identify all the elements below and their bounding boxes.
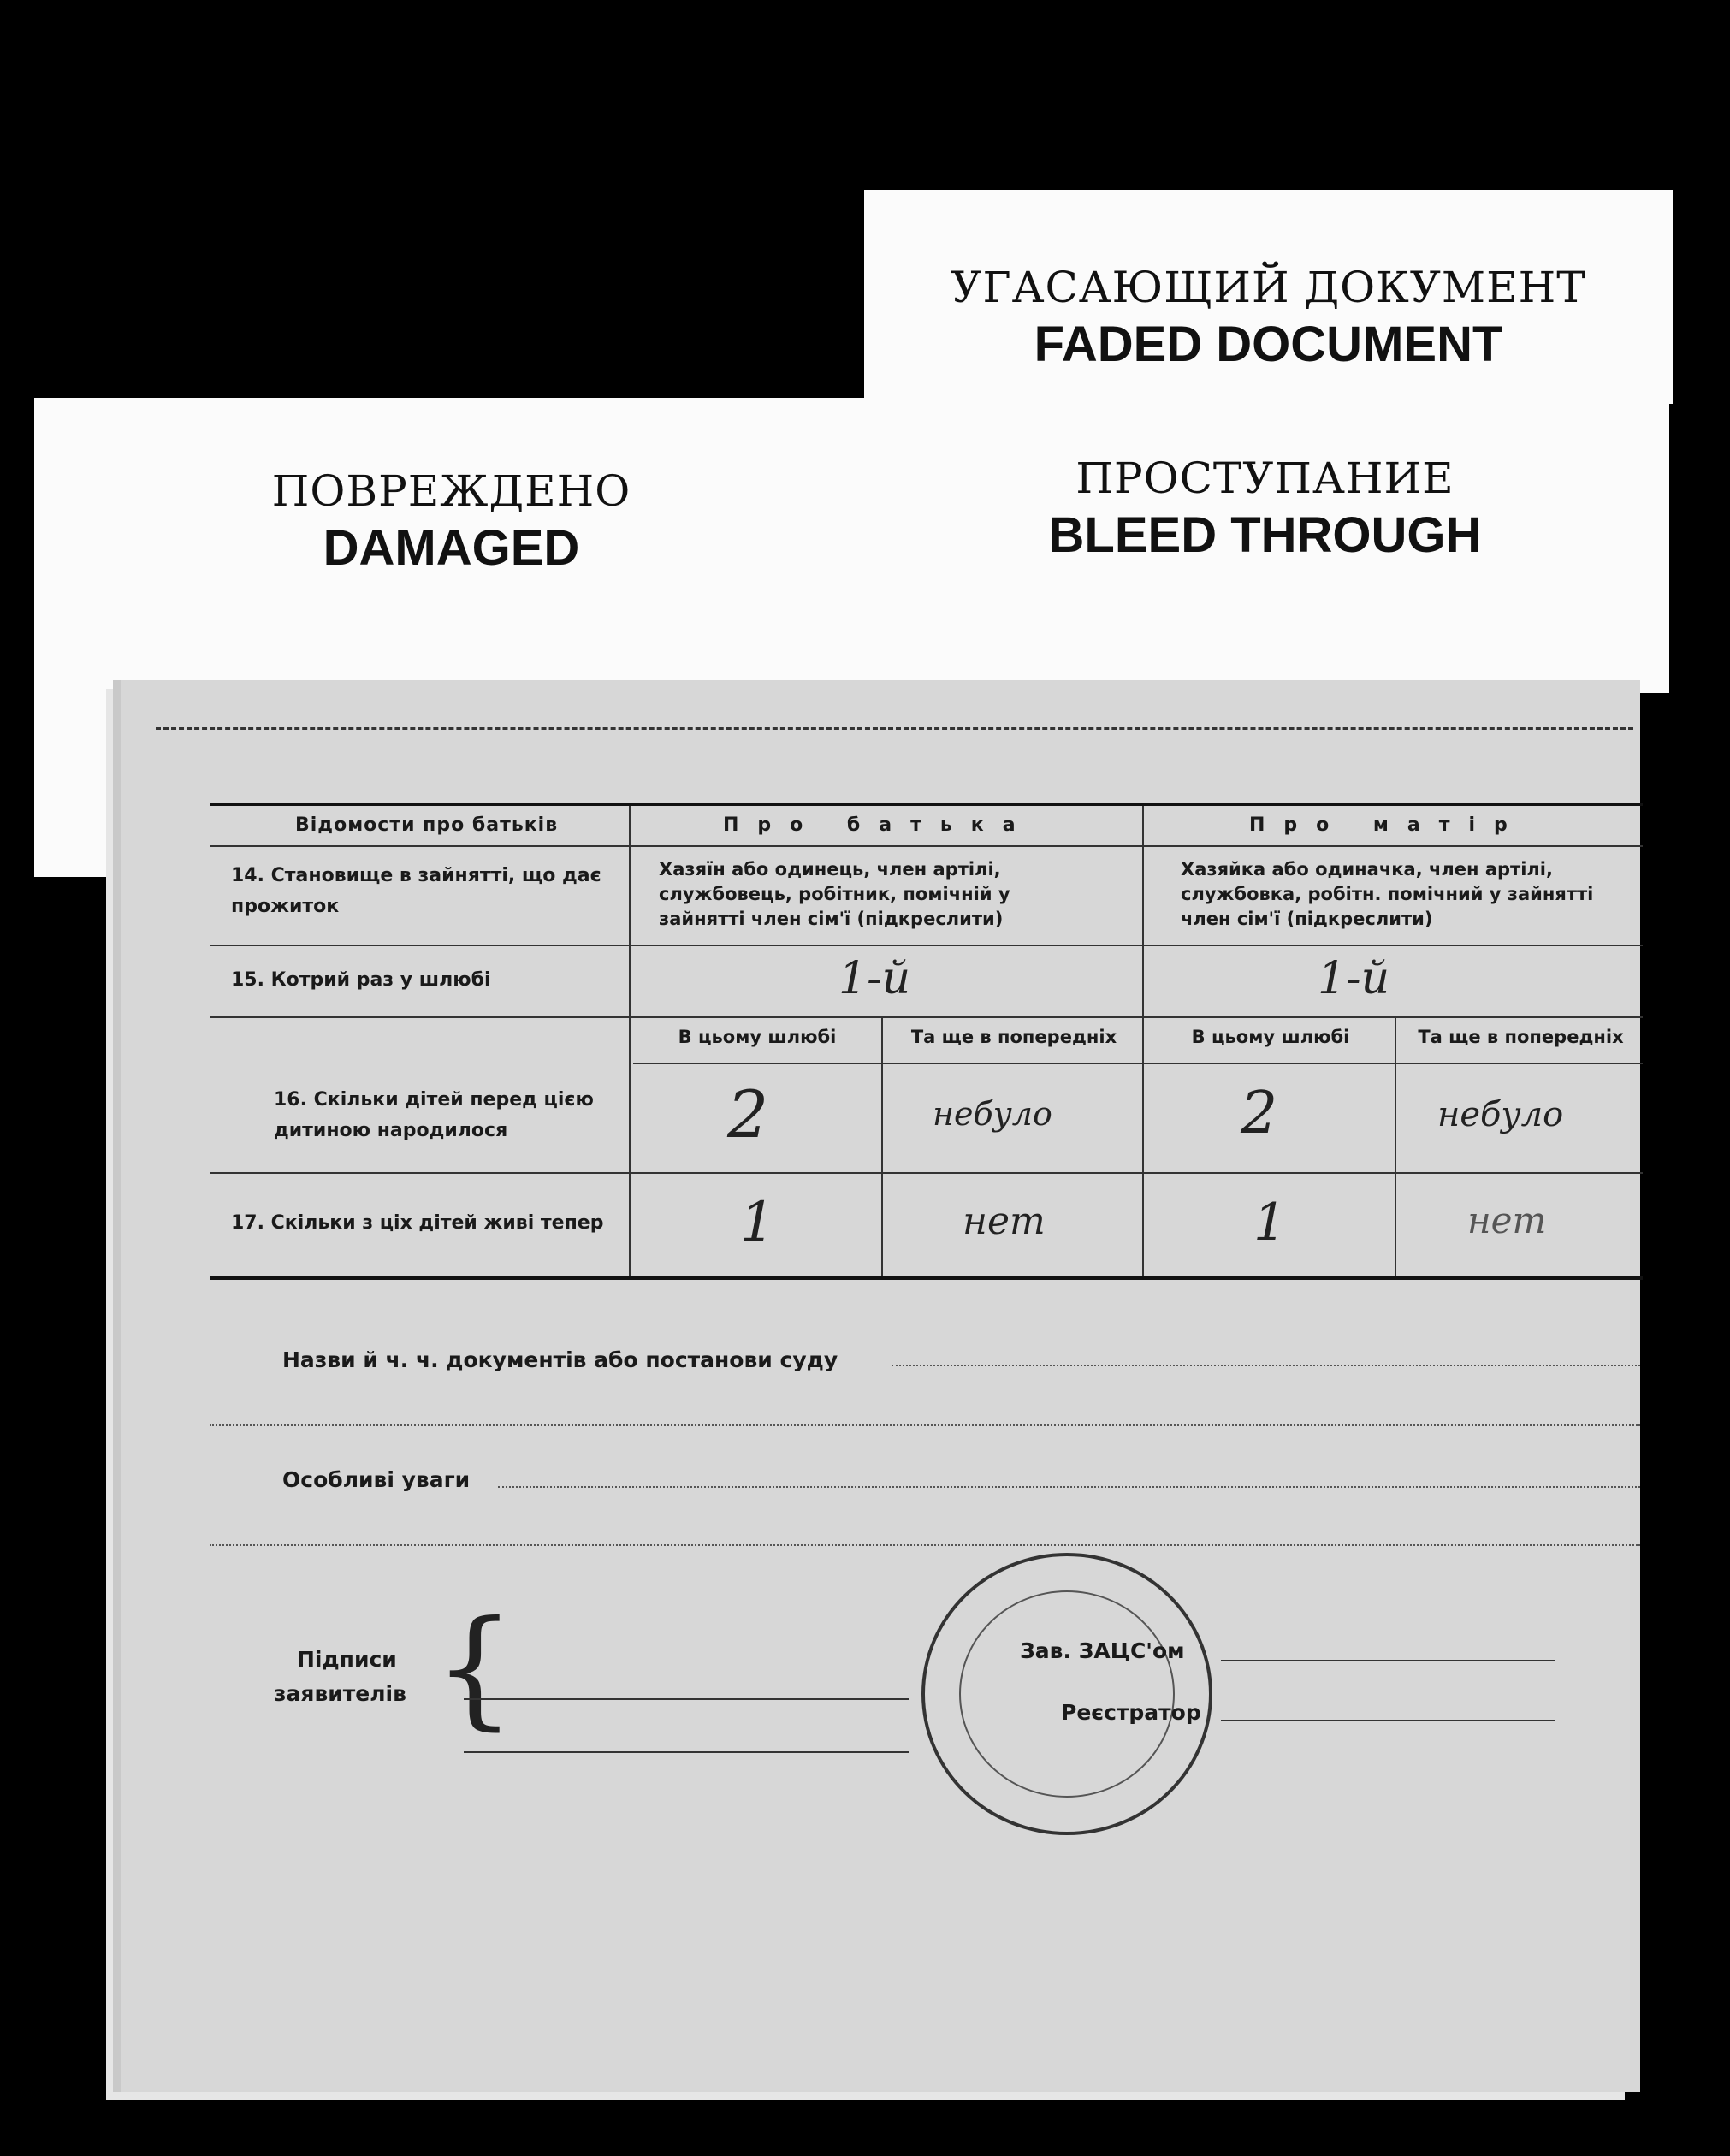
signatures-brace: { <box>434 1594 516 1743</box>
q16-label: 16. Скільки дітей перед цією дитиною народилося <box>274 1089 594 1141</box>
q16-sub-father-this: В цьому шлюбі <box>678 1027 837 1047</box>
head-registry-label: Зав. ЗАЦС'ом <box>1020 1638 1185 1663</box>
header-mother: Про матір <box>1249 814 1526 836</box>
bleed-through-label-en: BLEED THROUGH <box>1048 507 1482 563</box>
q14-mother-options: Хазяйка або одиначка, член артілі, службовка, робітн. помічний у зайнятті член сім'ї (підкреслити) <box>1181 859 1594 929</box>
q16-father-this-value: 2 <box>727 1076 769 1152</box>
q15-mother-value: 1-й <box>1318 953 1390 1004</box>
signatures-label-line2: заявителів <box>274 1681 406 1706</box>
q16-father-prev-value: небуло <box>933 1095 1052 1133</box>
q17-father-prev-value: нет <box>963 1199 1046 1243</box>
q17-father-this-value: 1 <box>740 1191 775 1254</box>
table-header-row <box>210 806 1643 847</box>
header-father: Про батька <box>723 814 1034 836</box>
q15-father-value: 1-й <box>838 953 911 1004</box>
q17-mother-this-value: 1 <box>1253 1193 1287 1253</box>
faded-document-label-ru: УГАСАЮЩИЙ ДОКУМЕНТ <box>951 263 1586 312</box>
registrar-label: Реєстратор <box>1061 1700 1201 1725</box>
q16-sub-father-prev: Та ще в попередніх <box>910 1027 1117 1047</box>
q16-mother-prev-value: небуло <box>1437 1095 1564 1134</box>
table-row-q15 <box>210 946 1643 1018</box>
faded-document-label-en: FADED DOCUMENT <box>1034 317 1503 372</box>
documents-label: Назви й ч. ч. документів або постанови суду <box>282 1348 838 1372</box>
parents-info-table <box>210 803 1643 1280</box>
q16-sub-mother-this: В цьому шлюбі <box>1191 1027 1350 1047</box>
special-notes-label: Особливі уваги <box>282 1467 471 1492</box>
bleed-through-label-ru: ПРОСТУПАНИЕ <box>1075 453 1455 503</box>
header-parents-info: Відомости про батьків <box>295 814 559 836</box>
table-row-q17 <box>210 1174 1643 1273</box>
signatures-label-line1: Підписи <box>297 1647 397 1672</box>
q16-sub-mother-prev: Та ще в попередніх <box>1418 1027 1624 1047</box>
q14-label: 14. Становище в зайнятті, що дає прожиток <box>231 865 601 917</box>
q14-father-options: Хазяїн або одинець, член артілі, службовець, робітник, помічній у зайнятті член сім'ї (підкреслити) <box>659 859 1010 929</box>
q17-mother-prev-value: нет <box>1467 1199 1547 1241</box>
table-row-q16 <box>210 1018 1643 1174</box>
faded-document-card <box>864 190 1673 404</box>
table-row-q14 <box>210 847 1643 946</box>
damaged-label-en: DAMAGED <box>323 520 580 576</box>
q17-label: 17. Скільки з ціх дітей живі тепер <box>231 1212 604 1234</box>
official-seal-stamp <box>921 1553 1212 1835</box>
bleed-through-card <box>861 402 1669 693</box>
q16-mother-this-value: 2 <box>1241 1080 1278 1147</box>
perforation-line <box>156 727 1633 730</box>
q15-label: 15. Котрий раз у шлюбі <box>231 969 491 991</box>
document-page <box>121 680 1640 2092</box>
damaged-label-ru: ПОВРЕЖДЕНО <box>271 466 631 516</box>
